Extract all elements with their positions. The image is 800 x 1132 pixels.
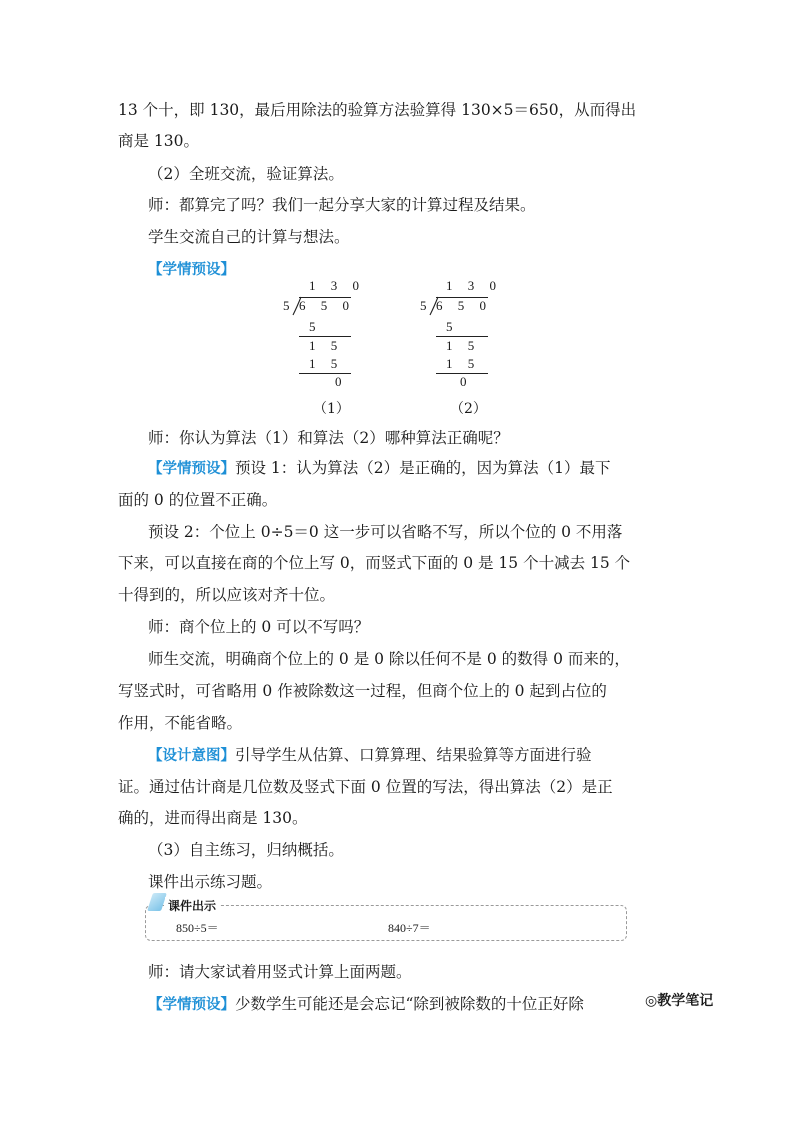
paragraph-line: 商是 130。 (118, 132, 200, 150)
paragraph-line: 师：商个位上的 0 可以不写吗？ (148, 618, 370, 636)
paragraph-line: 师：请大家试着用竖式计算上面两题。 (148, 963, 412, 981)
paragraph-line: 确的，进而得出商是 130。 (118, 809, 308, 827)
paragraph-line: 课件出示练习题。 (148, 873, 273, 891)
exercise-question: 850÷5＝ (176, 921, 219, 935)
dividend: 6 5 0 (436, 298, 492, 313)
paragraph-line: 学生交流自己的计算与想法。 (148, 228, 350, 246)
tag-label: 【学情预设】 (148, 262, 235, 278)
step-product: 5 (446, 319, 459, 334)
margin-note: ◎教学笔记 (645, 993, 714, 1009)
paragraph-line (148, 745, 668, 766)
tag-label: 【设计意图】 (148, 748, 235, 764)
section-tag (148, 259, 668, 280)
step-remainder: 1 5 (446, 338, 481, 353)
caption: （1） (313, 401, 350, 417)
tag-label: 【学情预设】 (148, 997, 235, 1013)
step-product: 1 5 (309, 356, 344, 371)
paragraph-line: 面的 0 的位置不正确。 (118, 491, 278, 509)
quotient: 1 3 0 (309, 278, 365, 293)
paragraph-line: （2）全班交流，验证算法。 (148, 165, 344, 183)
paragraph-line: 写竖式时，可省略用 0 作被除数这一过程，但商个位上的 0 起到占位的 (118, 682, 607, 700)
paragraph-line: 下来，可以直接在商的个位上写 0，而竖式下面的 0 是 15 个十减去 15 个 (118, 554, 631, 572)
step-product: 1 5 (446, 356, 481, 371)
step-remainder: 1 5 (309, 338, 344, 353)
final-remainder: 0 (335, 374, 348, 389)
tag-text: 少数学生可能还是会忘记“除到被除数的十位正好除 (235, 995, 584, 1013)
dividend: 6 5 0 (299, 298, 355, 313)
paragraph-line (148, 994, 638, 1015)
long-division-2 (420, 278, 510, 388)
step-line (436, 336, 488, 337)
paragraph-line: （3）自主练习，归纳概括。 (148, 841, 344, 859)
step-line (299, 336, 351, 337)
caption: （2） (450, 401, 487, 417)
paragraph-line: 13 个十，即 130，最后用除法的验算方法验算得 130×5＝650，从而得出 (118, 101, 637, 119)
long-division-1 (283, 278, 373, 388)
paragraph-line: 师生交流，明确商个位上的 0 是 0 除以任何不是 0 的数得 0 而来的， (148, 650, 630, 668)
paragraph-line: 师：你认为算法（1）和算法（2）哪种算法正确呢？ (148, 429, 509, 447)
tag-label: 【学情预设】 (148, 461, 235, 477)
tag-text: 引导学生从估算、口算算理、结果验算等方面进行验 (235, 746, 592, 764)
divisor: 5 (420, 298, 433, 313)
courseware-label: 课件出示 (165, 897, 219, 914)
tag-text: 预设 1：认为算法（2）是正确的，因为算法（1）最下 (235, 459, 611, 477)
divisor: 5 (283, 298, 296, 313)
step-product: 5 (309, 319, 322, 334)
paragraph-line: 证。通过估计商是几位数及竖式下面 0 位置的写法，得出算法（2）是正 (118, 778, 613, 796)
final-remainder: 0 (460, 374, 473, 389)
paragraph-line: 师：都算完了吗？我们一起分享大家的计算过程及结果。 (148, 196, 536, 214)
exercise-question: 840÷7＝ (388, 921, 431, 935)
paragraph-line: 作用，不能省略。 (118, 714, 243, 732)
paragraph-line: 预设 2：个位上 0÷5＝0 这一步可以省略不写，所以个位的 0 不用落 (148, 523, 623, 541)
paragraph-line: 十得到的，所以应该对齐十位。 (118, 586, 336, 604)
quotient: 1 3 0 (446, 278, 502, 293)
paragraph-line (148, 458, 668, 479)
